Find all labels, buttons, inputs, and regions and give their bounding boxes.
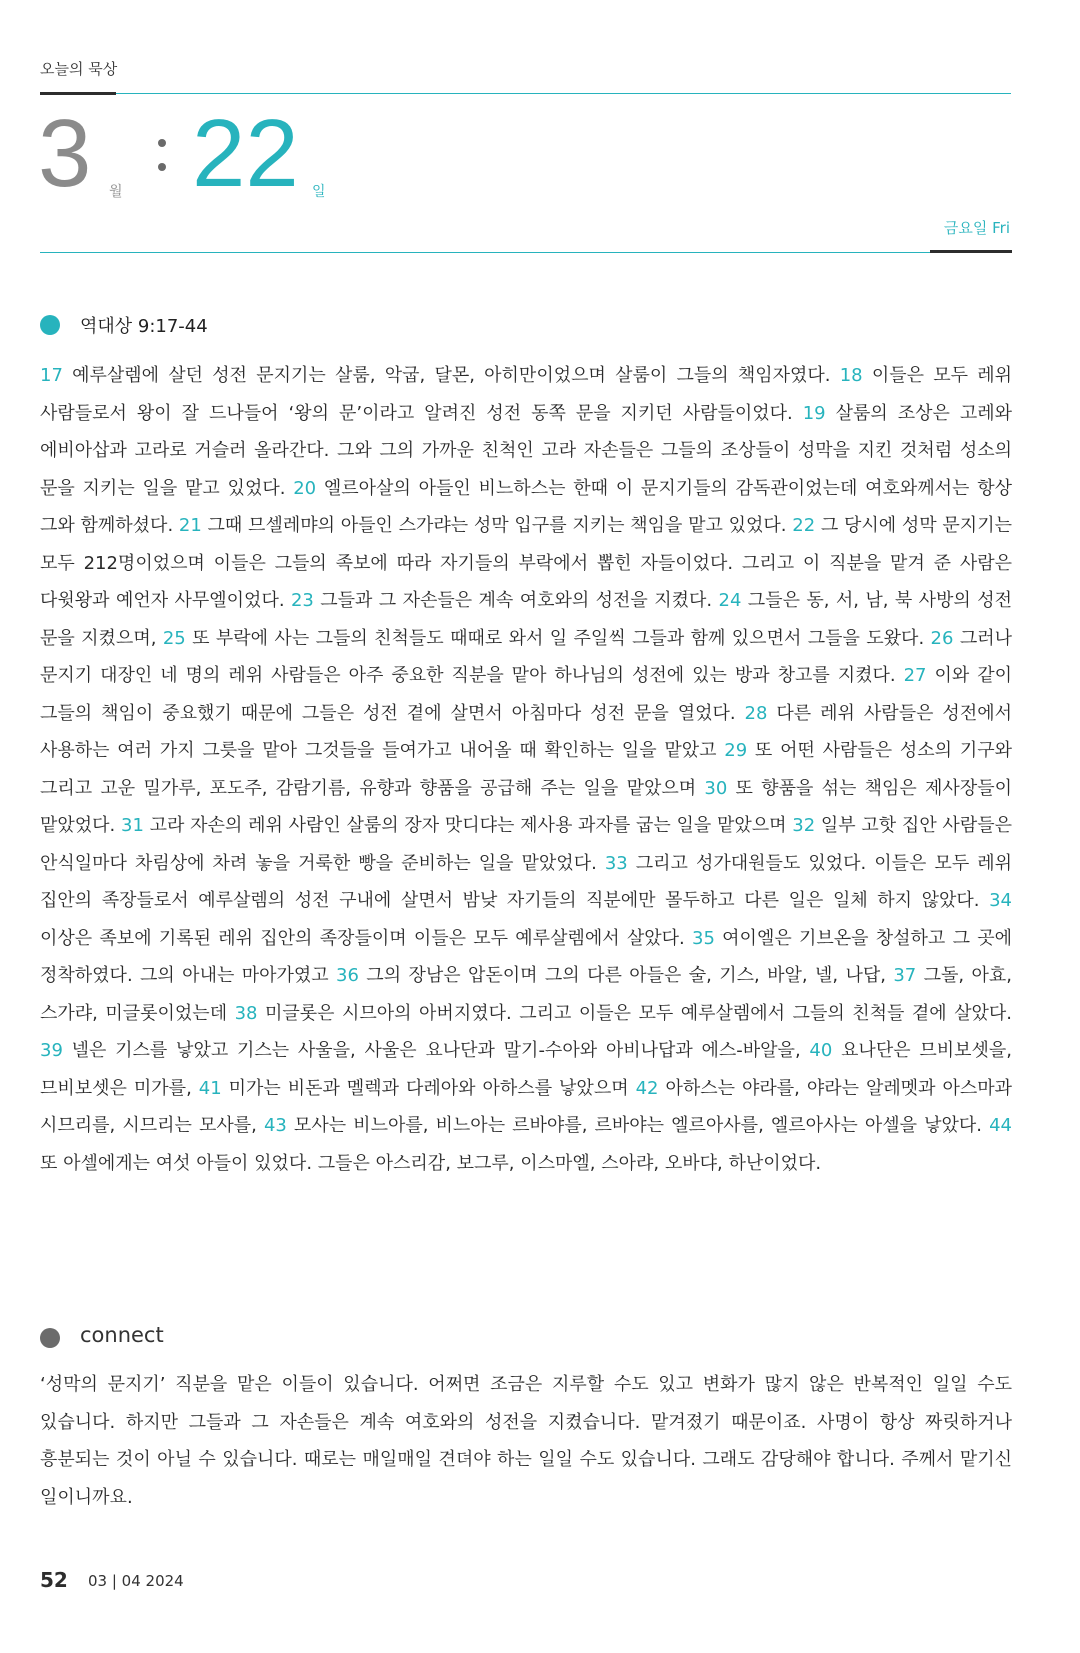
verse-number: 39 — [40, 1040, 63, 1061]
verse-text: 또 향품을 섞는 책임은 제사장들이 맡았었다. — [40, 777, 1012, 836]
verse-number: 20 — [293, 477, 317, 499]
verse-number: 35 — [692, 927, 715, 949]
verse-number: 36 — [336, 965, 359, 986]
section-label-underline — [40, 92, 116, 95]
verse-text: 요나단은 므비보셋을, 므비보셋은 미가를, — [40, 1040, 1012, 1099]
scripture-reference: 역대상 9:17-44 — [80, 316, 208, 337]
weekday-label: 금요일 Fri — [943, 219, 1010, 237]
verse-number: 40 — [809, 1040, 833, 1061]
verse-number: 41 — [198, 1077, 222, 1099]
verse-text: 엘르아살의 아들인 비느하스는 한때 이 문지기들의 감독관이었는데 여호와께서는 항상 그와 함께하셨다. — [40, 477, 1012, 536]
day-unit: 일 — [312, 184, 326, 200]
verse-number: 23 — [290, 590, 314, 611]
verse-number: 29 — [724, 740, 748, 761]
verse-number: 21 — [178, 515, 202, 536]
scripture-passage — [40, 357, 1012, 1182]
verse-text: 살룸의 조상은 고레와 에비아삽과 고라로 거슬러 올라간다. 그와 그의 가까운 친척인 고라 자손들은 그들의 조상들이 성막을 지킨 것처럼 성소의 문을 지키는 일을 맡고 있었다. — [40, 402, 1012, 499]
verse-number: 17 — [40, 365, 63, 386]
verse-text: 또 부락에 사는 그들의 친척들도 때때로 와서 일 주일씩 그들과 함께 있으면서 그들을 도왔다. — [185, 627, 931, 649]
verse-number: 32 — [792, 815, 816, 836]
verse-text: 여이엘은 기브온을 창설하고 그 곳에 정착하였다. 그의 아내는 마아가였고 — [40, 927, 1012, 986]
date-separator-dot-top — [158, 139, 166, 147]
verse-text: 그돌, 아효, 스가랴, 미글롯이었는데 — [40, 965, 1012, 1024]
verse-text: 이와 같이 그들의 책임이 중요했기 때문에 그들은 성전 곁에 살면서 아침마다 성전 문을 열었다. — [40, 665, 1012, 724]
verse-text: 그 당시에 성막 문지기는 모두 212명이었으며 이들은 그들의 족보에 따라 자기들의 부락에서 뽑힌 자들이었다. 그리고 이 직분을 맡겨 준 사람은 다윗왕과 예언자 사무엘이었다. — [40, 515, 1012, 611]
verse-text: 넬은 기스를 낳았고 기스는 사울을, 사울은 요나단과 말기-수아와 아비나답과 에스-바알을, — [62, 1040, 810, 1061]
verse-number: 31 — [121, 815, 144, 836]
connect-reflection: ‘성막의 문지기’ 직분을 맡은 이들이 있습니다. 어쩌면 조금은 지루할 수도 있고 변화가 많지 않은 반복적인 일일 수도 있습니다. 하지만 그들과 그 자손들은 계속 여호와의 성전을 지켰습니다. 맡겨졌기 때문이죠. 사명이 항상 짜릿하거나 흥분되는 것이 아닐 수 있습니다. 때로는 매일매일 견뎌야 하는 일일 수도 있습니다. 그래도 감당해야 합니다. 주께서 맡기신 일이니까요. — [40, 1374, 1012, 1508]
weekday-underline — [930, 250, 1012, 253]
verse-text: 예루살렘에 살던 성전 문지기는 살룸, 악굽, 달몬, 아히만이었으며 살룸이 그들의 책임자였다. — [62, 365, 840, 386]
verse-number: 27 — [903, 665, 927, 686]
verse-text: 다른 레위 사람들은 성전에서 사용하는 여러 가지 그릇을 맡아 그것들을 들여가고 내어올 때 확인하는 일을 맡았고 — [40, 702, 1012, 761]
verse-number: 34 — [989, 890, 1012, 911]
verse-text: 모사는 비느아를, 비느아는 르바야를, 르바야는 엘르아사를, 엘르아사는 아셀을 낳았다. — [286, 1115, 990, 1136]
verse-number: 25 — [162, 627, 186, 649]
month-number: 3 — [38, 100, 92, 207]
verse-number: 30 — [704, 777, 728, 799]
connect-heading: connect — [80, 1323, 164, 1347]
month-unit: 월 — [109, 184, 123, 200]
verse-number: 43 — [263, 1115, 287, 1136]
verse-number: 33 — [604, 852, 628, 874]
verse-text: 그리고 성가대원들도 있었다. 이들은 모두 레위 집안의 족장들로서 예루살렘의 성전 구내에 살면서 밤낮 자기들의 직분에만 몰두하고 다른 일은 일체 하지 않았다. — [40, 852, 1013, 911]
section-label: 오늘의 묵상 — [40, 60, 118, 78]
verse-text: 일부 고핫 집안 사람들은 안식일마다 차림상에 차려 놓을 거룩한 빵을 준비하는 일을 맡았었다. — [40, 815, 1012, 874]
verse-number: 19 — [802, 402, 826, 424]
verse-text: 미가는 비돈과 멜렉과 다레아와 아하스를 낳았으며 — [221, 1077, 636, 1099]
issue-date: 03 | 04 2024 — [88, 1572, 184, 1590]
verse-text: 그들은 동, 서, 남, 북 사방의 성전 문을 지켰으며, — [40, 590, 1012, 649]
page-number: 52 — [40, 1568, 68, 1592]
verse-text: 그때 므셀레먀의 아들인 스가랴는 성막 입구를 지키는 책임을 맡고 있었다. — [201, 515, 793, 536]
verse-number: 26 — [930, 627, 954, 649]
verse-number: 37 — [893, 965, 917, 986]
day-number: 22 — [192, 100, 299, 207]
date-separator-dot-bottom — [158, 163, 166, 171]
verse-text: 또 어떤 사람들은 성소의 기구와 그리고 고운 밀가루, 포도주, 감람기름, 유향과 향품을 공급해 주는 일을 맡았으며 — [40, 740, 1012, 799]
header-top-rule — [116, 93, 1011, 94]
verse-number: 22 — [792, 515, 816, 536]
verse-number: 24 — [718, 590, 742, 611]
verse-number: 42 — [635, 1077, 659, 1099]
verse-text: 아하스는 야라를, 야라는 알레멧과 아스마과 시므리를, 시므리는 모사를, — [40, 1077, 1013, 1136]
verse-text: 또 아셀에게는 여섯 아들이 있었다. 그들은 아스리감, 보그루, 이스마엘, 스아랴, 오바댜, 하난이었다. — [40, 1152, 822, 1174]
verse-text: 그들과 그 자손들은 계속 여호와의 성전을 지켰다. — [313, 590, 719, 611]
verse-text: 이상은 족보에 기록된 레위 집안의 족장들이며 이들은 모두 예루살렘에서 살았다. — [40, 927, 693, 949]
verse-text: 이들은 모두 레위 사람들로서 왕이 잘 드나들어 ‘왕의 문’이라고 알려진 성전 동쪽 문을 지키던 사람들이었다. — [40, 365, 1012, 424]
verse-text: 고라 자손의 레위 사람인 살룸의 장자 맛디댜는 제사용 과자를 굽는 일을 맡았으며 — [143, 815, 793, 836]
verse-text: 그의 장남은 압돈이며 그의 다른 아들은 술, 기스, 바알, 넬, 나답, — [358, 965, 894, 986]
header-bottom-rule — [40, 252, 930, 253]
verse-number: 28 — [744, 702, 768, 724]
verse-number: 18 — [839, 365, 863, 386]
verse-text: 그러나 문지기 대장인 네 명의 레위 사람들은 아주 중요한 직분을 맡아 하나님의 성전에 있는 방과 창고를 지켰다. — [40, 627, 1012, 686]
scripture-bullet-icon — [40, 315, 60, 335]
connect-bullet-icon — [40, 1328, 60, 1348]
verse-number: 44 — [989, 1115, 1012, 1136]
verse-number: 38 — [234, 1002, 258, 1024]
verse-text: 미글롯은 시므아의 아버지였다. 그리고 이들은 모두 예루살렘에서 그들의 친척들 곁에 살았다. — [257, 1002, 1013, 1024]
